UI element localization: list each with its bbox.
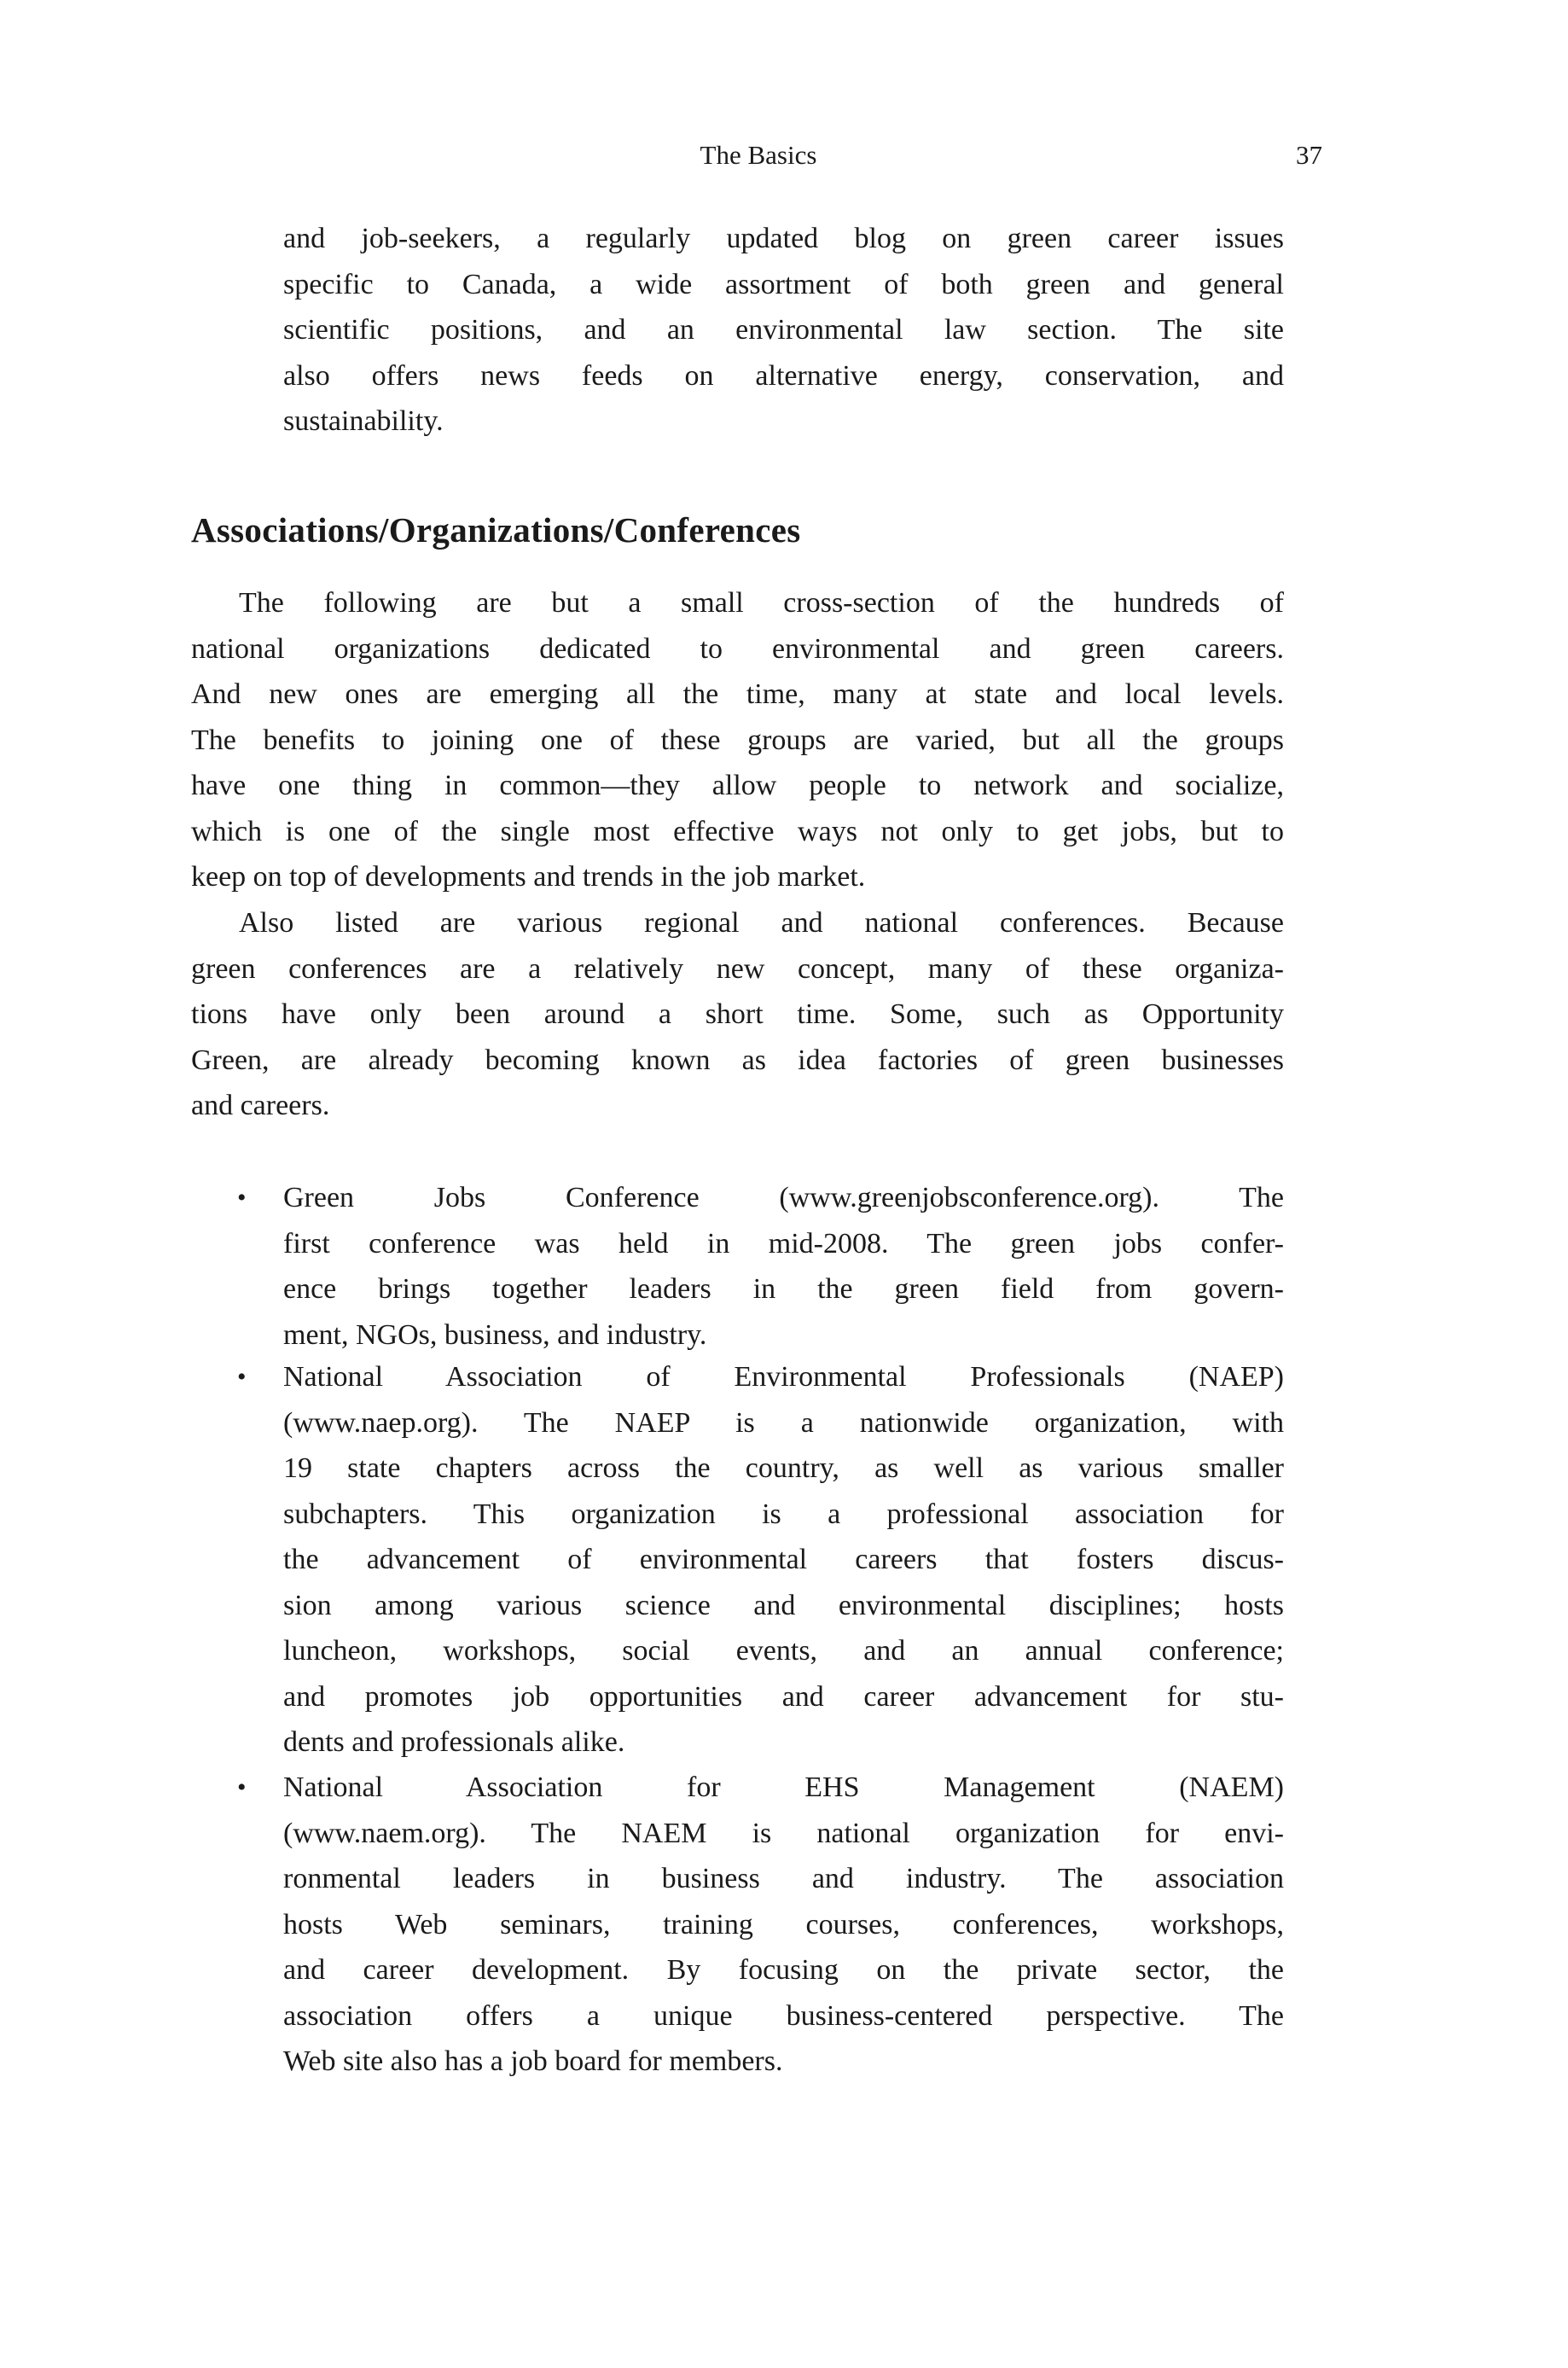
text-line: National Association of Environmental Professionals (NAEP) [283,1361,1284,1393]
bullet-item [283,1354,1284,1766]
text-line: sion among various science and environmental disciplines; hosts [283,1589,1284,1621]
running-title: The Basics [700,140,817,170]
text-line: ence brings together leaders in the green field from govern- [283,1273,1284,1305]
bullet-icon: • [237,1184,247,1212]
text-line: 19 state chapters across the country, as well as various smaller [283,1452,1284,1484]
intro-paragraph [283,216,1284,445]
text-line: sustainability. [283,405,444,437]
text-line: scientific positions, and an environmental law section. The site [283,314,1284,346]
text-line: have one thing in common—they allow people to network and socialize, [191,770,1284,801]
body-paragraph [191,900,1284,1129]
text-line: subchapters. This organization is a professional association for [283,1498,1284,1530]
text-line: (www.naem.org). The NAEM is national organization for envi- [283,1817,1284,1849]
text-line: The benefits to joining one of these groups are varied, but all the groups [191,724,1284,756]
text-line: ronmental leaders in business and industry. The association [283,1863,1284,1894]
text-line: Green Jobs Conference (www.greenjobsconference.org). The [283,1182,1284,1213]
bullet-icon: • [237,1363,247,1391]
bullet-item [283,1765,1284,2085]
bullet-item [283,1175,1284,1358]
text-line: tions have only been around a short time. Some, such as Opportunity [191,998,1284,1030]
text-line: National Association for EHS Management (NAEM) [283,1772,1284,1803]
text-line: association offers a unique business-centered perspective. The [283,1999,1284,2032]
text-line: green conferences are a relatively new concept, many of these organiza- [191,952,1284,985]
text-line: and promotes job opportunities and career advancement for stu- [283,1680,1284,1713]
text-line: also offers news feeds on alternative energy, conservation, and [283,359,1284,392]
text-line: first conference was held in mid-2008. The green jobs confer- [283,1227,1284,1260]
text-line: (www.naep.org). The NAEP is a nationwide organization, with [283,1406,1284,1439]
text-line: The following are but a small cross-section of the hundreds of [239,587,1284,619]
text-line: and job-seekers, a regularly updated blog on green career issues [283,223,1284,254]
text-line: and career development. By focusing on the private sector, the [283,1954,1284,1986]
text-line: luncheon, workshops, social events, and an annual conference; [283,1635,1284,1667]
page-number: 37 [1296,140,1322,170]
text-line: Also listed are various regional and national conferences. Because [239,907,1284,939]
text-line: And new ones are emerging all the time, many at state and local levels. [191,678,1284,710]
text-line: the advancement of environmental careers that fosters discus- [283,1544,1284,1575]
text-line: specific to Canada, a wide assortment of both green and general [283,268,1284,300]
text-line: and careers. [191,1090,330,1121]
text-line: dents and professionals alike. [283,1726,625,1758]
body-paragraph [191,580,1284,900]
bullet-icon: • [237,1773,247,1801]
text-line: keep on top of developments and trends in the job market. [191,861,866,893]
text-line: hosts Web seminars, training courses, conferences, workshops, [283,1908,1284,1940]
text-line: ment, NGOs, business, and industry. [283,1318,707,1351]
text-line: which is one of the single most effective ways not only to get jobs, but to [191,815,1284,847]
text-line: Green, are already becoming known as idea factories of green businesses [191,1044,1284,1076]
text-line: Web site also has a job board for members. [283,2045,783,2077]
section-heading: Associations/Organizations/Conferences [191,510,801,550]
text-line: national organizations dedicated to environmental and green careers. [191,632,1284,665]
